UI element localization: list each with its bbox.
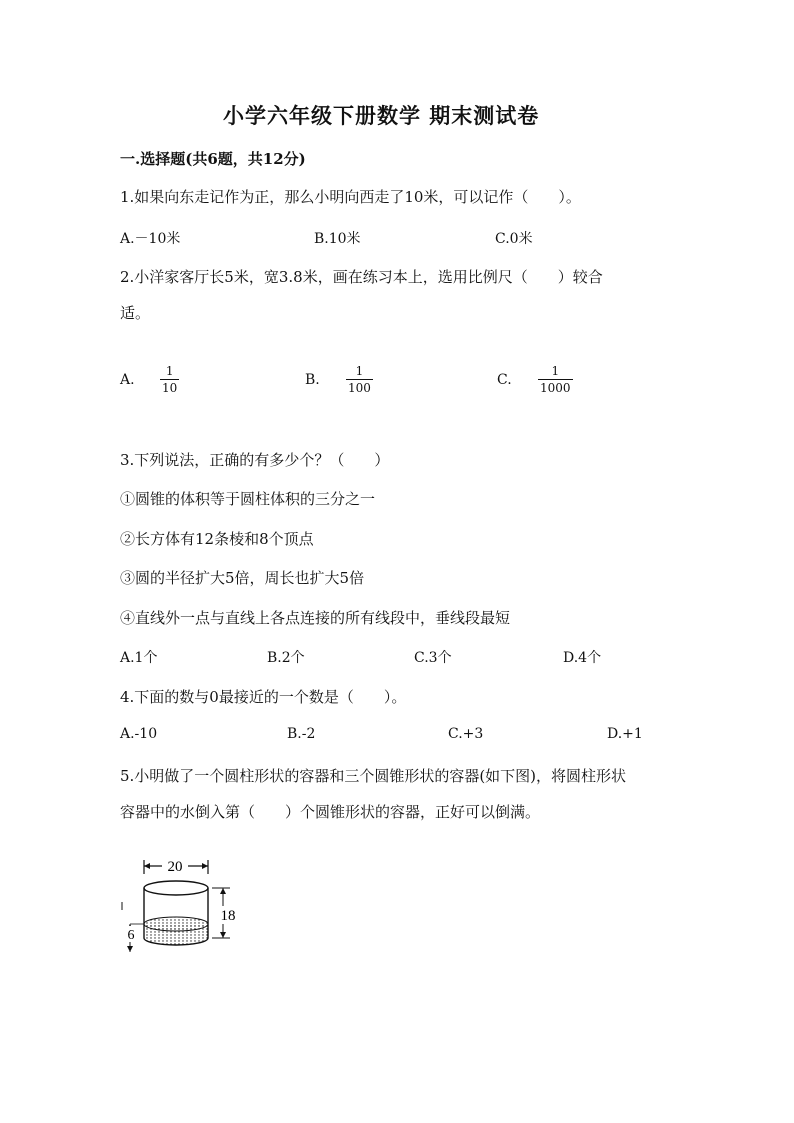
fraction-denominator: 1000	[540, 381, 571, 395]
arrow-right-icon	[202, 863, 208, 869]
question-2-option-c-letter: C.	[497, 372, 512, 388]
arrow-left-icon	[144, 863, 150, 869]
question-1-text: 1.如果向东走记作为正，那么小明向西走了10米，可以记作（ ）。	[120, 188, 581, 206]
question-5-text-line2: 容器中的水倒入第（ ）个圆锥形状的容器，正好可以倒满。	[120, 803, 541, 821]
height-label: 18	[220, 908, 236, 924]
question-2-text-line1: 2.小洋家客厅长5米，宽3.8米，画在练习本上，选用比例尺（ ）较合	[120, 268, 603, 286]
question-4-option-c: C.+3	[448, 726, 484, 742]
question-2-option-a-letter: A.	[120, 372, 135, 388]
fraction-bar	[160, 379, 179, 380]
question-3-option-a: A.1个	[120, 650, 158, 666]
page-title: 小学六年级下册数学 期末测试卷	[223, 103, 540, 128]
fraction-denominator: 100	[348, 381, 371, 395]
section-heading: 一.选择题(共6题，共12分)	[120, 150, 306, 168]
question-3-option-b: B.2个	[267, 650, 305, 666]
question-4-option-d: D.+1	[607, 726, 643, 742]
diameter-label: 20	[167, 859, 183, 875]
question-4-option-b: B.-2	[287, 726, 316, 742]
question-2-option-c-fraction	[538, 364, 573, 395]
fraction-denominator: 10	[162, 381, 178, 395]
fraction-numerator: 1	[355, 364, 364, 378]
cylinder-top	[144, 881, 208, 895]
question-2-option-a-fraction	[160, 364, 179, 395]
question-3-option-d: D.4个	[563, 650, 602, 666]
question-1-option-b: B.10米	[314, 231, 361, 247]
question-4-text: 4.下面的数与0最接近的一个数是（ ）。	[120, 688, 407, 706]
fraction-bar	[538, 379, 573, 380]
question-3-statement-3: ③圆的半径扩大5倍，周长也扩大5倍	[120, 569, 365, 587]
water-level-label: 6	[127, 928, 135, 943]
fraction-bar	[346, 379, 373, 380]
question-3-text: 3.下列说法，正确的有多少个？（ ）	[120, 451, 390, 469]
question-2-option-b-fraction	[346, 364, 373, 395]
water-surface	[144, 917, 208, 931]
question-1-option-c: C.0米	[495, 231, 533, 247]
question-2-option-b-letter: B.	[305, 372, 320, 388]
question-1-option-a: A.－10米	[120, 231, 181, 247]
cylinder-figure	[118, 850, 248, 960]
fraction-numerator: 1	[551, 364, 560, 378]
arrow-down-icon	[127, 946, 133, 952]
question-3-statement-4: ④直线外一点与直线上各点连接的所有线段中，垂线段最短	[120, 609, 511, 627]
question-2-text-line2: 适。	[120, 304, 151, 322]
fraction-numerator: 1	[165, 364, 174, 378]
question-3-statement-1: ①圆锥的体积等于圆柱体积的三分之一	[120, 490, 376, 508]
arrow-up-icon	[220, 888, 226, 894]
question-4-option-a: A.-10	[120, 726, 158, 742]
question-5-text-line1: 5.小明做了一个圆柱形状的容器和三个圆锥形状的容器(如下图)，将圆柱形状	[120, 767, 627, 785]
question-3-statement-2: ②长方体有12条棱和8个顶点	[120, 530, 314, 548]
question-3-option-c: C.3个	[414, 650, 452, 666]
arrow-down-icon	[220, 932, 226, 938]
